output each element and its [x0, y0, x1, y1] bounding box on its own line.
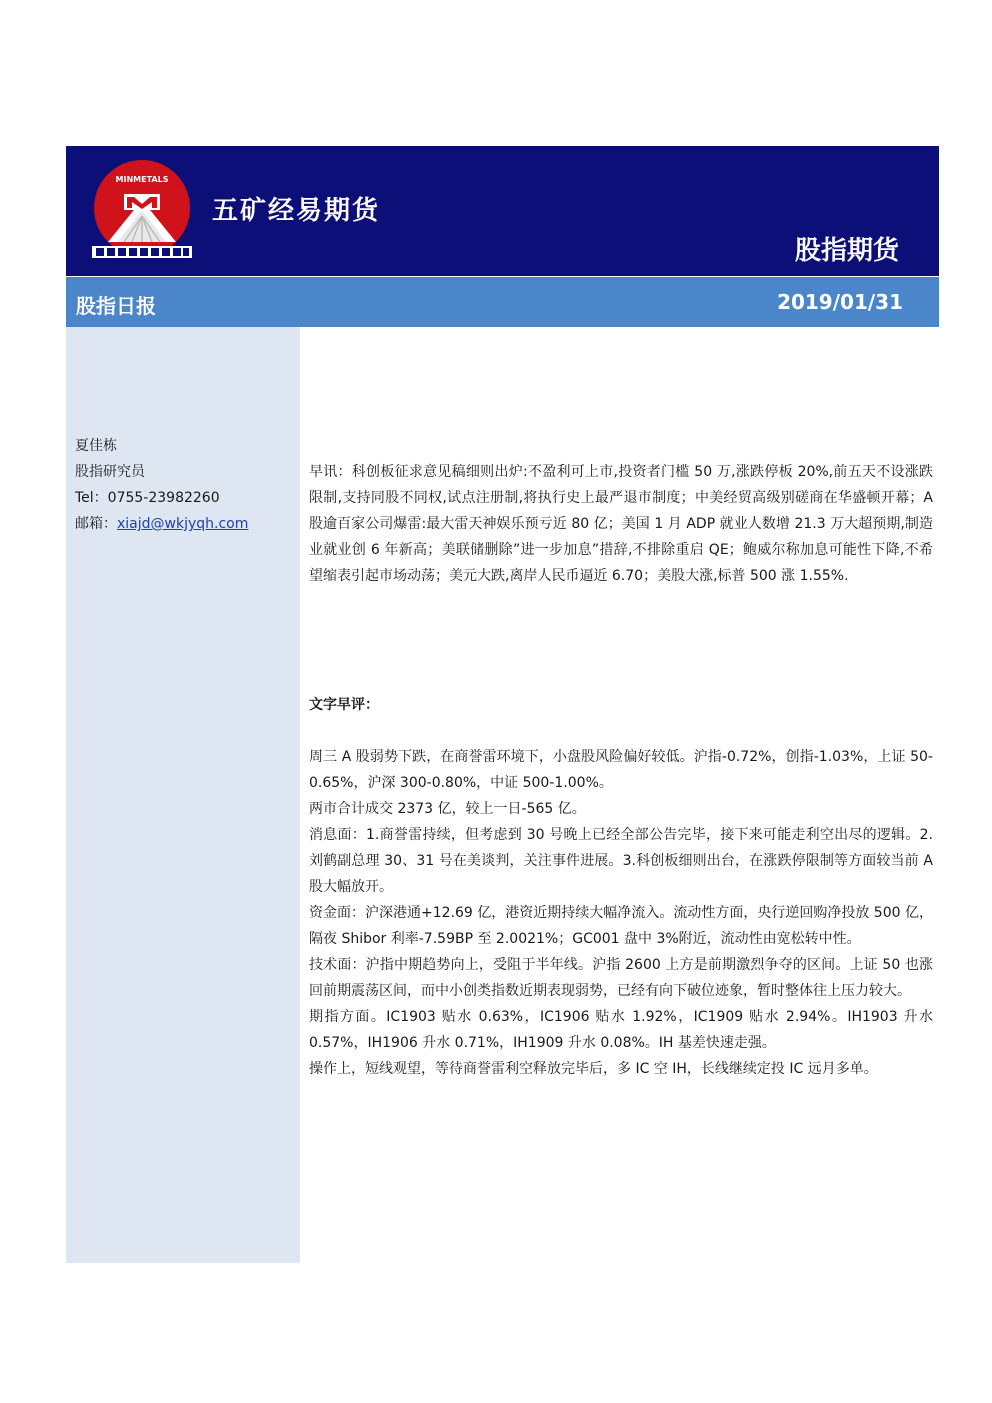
commentary-paragraph: 资金面：沪深港通+12.69 亿，港资近期持续大幅净流入。流动性方面，央行逆回购净投放 500 亿，隔夜 Shibor 利率-7.59BP 至 2.0021%；GC001 盘中 3%附近，流动性由宽松转中性。	[309, 905, 933, 947]
commentary-heading: 文字早评：	[309, 697, 379, 713]
report-category: 股指期货	[794, 236, 899, 266]
logo-text: MINMETALS	[115, 175, 169, 184]
commentary-paragraph: 期指方面。IC1903 贴水 0.63%，IC1906 贴水 1.92%，IC1909 贴水 2.94%。IH1903 升水 0.57%，IH1906 升水 0.71%，IH1909 升水 0.08%。IH 基差快速走强。	[309, 1009, 933, 1051]
morning-news-text: 早讯：科创板征求意见稿细则出炉:不盈利可上市,投资者门槛 50 万,涨跌停板 20%,前五天不设涨跌限制,支持同股不同权,试点注册制,将执行史上最严退市制度；中美经贸高级别磋商在华盛顿开幕；A 股逾百家公司爆雷:最大雷天神娱乐预亏近 80 亿；美国 1 月 ADP 就业人数增 21.3 万大超预期,制造业就业创 6 年新高；美联储删除”进一步加息”措辞,不排除重启 QE；鲍威尔称加息可能性下降,不希望缩表引起市场动荡；美元大跌,离岸人民币逼近 6.70；美股大涨,标普 500 涨 1.55%.	[309, 464, 933, 584]
author-info	[75, 433, 248, 537]
commentary-paragraph: 两市合计成交 2373 亿，较上一日-565 亿。	[309, 801, 586, 817]
commentary-paragraph: 技术面：沪指中期趋势向上，受阻于半年线。沪指 2600 上方是前期激烈争夺的区间。上证 50 也涨回前期震荡区间，而中小创类指数近期表现弱势，已经有向下破位迹象，暂时整体往上压力较大。	[309, 957, 933, 999]
commentary-paragraph: 周三 A 股弱势下跌，在商誉雷环境下，小盘股风险偏好较低。沪指-0.72%，创指-1.03%，上证 50-0.65%，沪深 300-0.80%，中证 500-1.00%。	[309, 749, 933, 791]
commentary-body	[309, 744, 933, 1082]
author-title: 股指研究员	[75, 464, 145, 480]
company-logo-icon	[88, 156, 196, 264]
company-name: 五矿经易期货	[212, 196, 381, 226]
author-name: 夏佳栋	[75, 438, 117, 454]
header-banner	[66, 146, 939, 276]
commentary-paragraph: 操作上，短线观望，等待商誉雷利空释放完毕后，多 IC 空 IH，长线继续定投 IC 远月多单。	[309, 1061, 878, 1077]
report-type: 股指日报	[76, 294, 156, 318]
author-sidebar	[66, 327, 300, 1263]
author-email-row	[75, 511, 248, 537]
report-subheader	[66, 277, 939, 327]
commentary-paragraph: 消息面：1.商誉雷持续，但考虑到 30 号晚上已经全部公告完毕，接下来可能走利空出尽的逻辑。2.刘鹤副总理 30、31 号在美谈判，关注事件进展。3.科创板细则出台，在涨跌停限制等方面较当前 A 股大幅放开。	[309, 827, 933, 895]
report-date: 2019/01/31	[777, 290, 903, 314]
morning-news	[309, 459, 933, 589]
email-link[interactable]: xiajd@wkjyqh.com	[117, 516, 249, 532]
email-label: 邮箱：	[75, 516, 117, 532]
author-tel: Tel：0755-23982260	[75, 490, 220, 506]
